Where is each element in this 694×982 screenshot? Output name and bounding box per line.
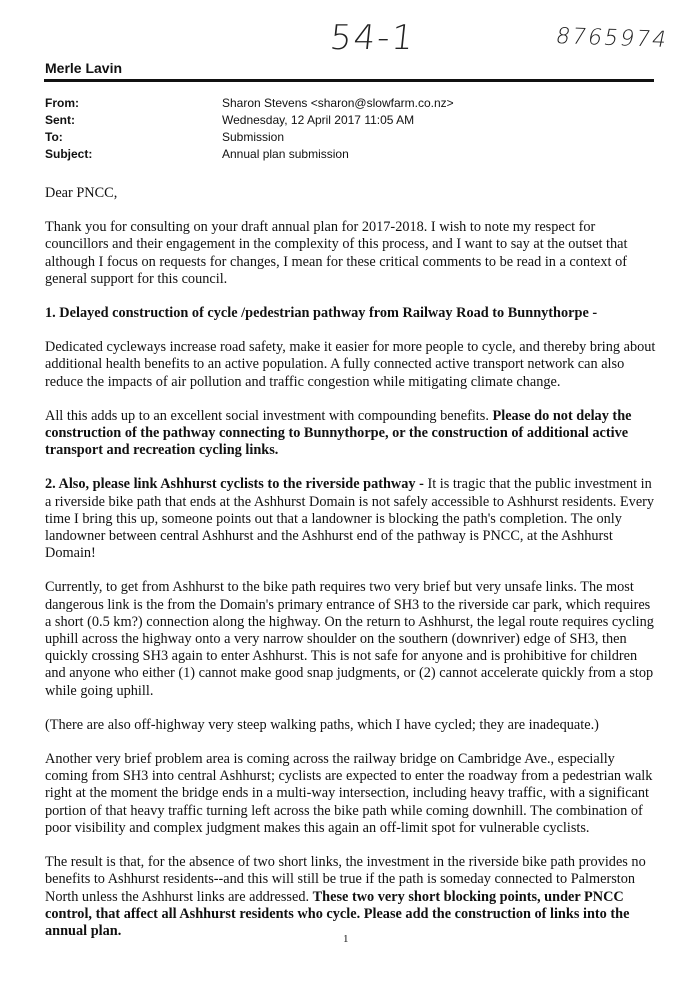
page-number: 1 <box>343 933 349 945</box>
subject-row <box>45 146 454 163</box>
letter-body <box>45 185 660 956</box>
email-header <box>45 95 454 163</box>
from-value: Sharon Stevens <sharon@slowfarm.co.nz> <box>222 96 454 110</box>
subject-value: Annual plan submission <box>222 147 349 161</box>
from-label: From: <box>45 96 79 110</box>
riverside-paragraph: 2. Also, please link Ashhurst cyclists to the riverside pathway - It is tragic that the public investment in a riverside bike path that ends at the Ashhurst Domain is not safely accessible to Ashhurst residents. Every time I bring this up, someone points out that a landowner is blocking the path's completion. The only landowner between central Ashhurst and the Ashhurst end of the pathway is PNCC, at the Ashhurst Domain! <box>45 476 655 562</box>
handwritten-annotation-left: 54-1 <box>327 18 418 58</box>
sent-value: Wednesday, 12 April 2017 11:05 AM <box>222 113 415 127</box>
result-paragraph: The result is that, for the absence of two short links, the investment in the riverside bike path provides no benefits to Ashhurst residents--and this will still be true if the path is someday connected to Palmerston North unless the Ashhurst links are addressed. These two very short blocking points, under PNCC control, that affect all Ashhurst residents who cycle. Please add the construction of links into the annual plan. <box>45 854 646 939</box>
salutation: Dear PNCC, <box>45 185 118 201</box>
to-row <box>45 129 454 146</box>
sender-name: Merle Lavin <box>45 60 123 76</box>
off-highway-paragraph: (There are also off-highway very steep walking paths, which I have cycled; they are inadequate.) <box>45 716 599 733</box>
to-label: To: <box>45 130 63 144</box>
section-heading-2: 2. Also, please link Ashhurst cyclists to the riverside pathway - <box>45 476 424 493</box>
currently-paragraph: Currently, to get from Ashhurst to the bike path requires two very brief but very unsafe links. The most dangerous link is the from the Domain's primary entrance of SH3 to the riverside car park, which requires a short (0.5 km?) connection along the highway. On the return to Ashhurst, the legal route requires cycling uphill across the highway onto a very narrow shoulder on the southern (downriver) edge of SH3, then quickly crossing SH3 again to enter Ashhurst. This is not safe for anyone and is prohibitive for children and anyone who either (1) cannot make good snap judgments, or (2) cannot accelerate quickly from a stop while going uphill. <box>45 579 654 699</box>
investment-paragraph: All this adds up to an excellent social investment with compounding benefits. Please do not delay the construction of the pathway connecting to Bunnythorpe, or the construction of additional active transport and recreation cycling links. <box>45 407 632 459</box>
result-request: These two very short blocking points, under PNCC control, that affect all Ashhurst residents who cycle. Please add the construction of links into the annual plan. <box>45 888 630 939</box>
investment-request: Please do not delay the construction of the pathway connecting to Bunnythorpe, or the construction of additional active transport and recreation cycling links. <box>45 407 632 459</box>
bridge-paragraph: Another very brief problem area is coming across the railway bridge on Cambridge Ave., especially coming from SH3 into central Ashhurst; cyclists are expected to enter the roadway from a pedestrian walk right at the moment the bridge ends in a multi-way intersection, including heavy traffic, with a significant portion of that heavy traffic turning left across the bike path while coming downhill. The combination of poor visibility and complex judgment makes this again an off-limit spot for vulnerable cyclists. <box>45 751 653 836</box>
cycleways-paragraph: Dedicated cycleways increase road safety, make it easier for more people to cycle, and thereby bring about additional health benefits to an active population. A fully connected active transport network can also reduce the impacts of air pollution and traffic congestion while mitigating climate change. <box>45 339 656 390</box>
sent-label: Sent: <box>45 113 75 127</box>
header-divider <box>44 79 654 82</box>
to-value: Submission <box>222 130 285 144</box>
intro-paragraph: Thank you for consulting on your draft annual plan for 2017-2018. I wish to note my respect for councillors and their engagement in the complexity of this process, and I want to say at the outset that although I focus on requests for changes, I mean for these critical comments to be read in a context of general support for this council. <box>45 219 628 287</box>
from-row <box>45 95 454 112</box>
subject-label: Subject: <box>45 147 93 161</box>
sent-row <box>45 112 454 129</box>
handwritten-annotation-right: 8765974 <box>553 24 671 53</box>
section-heading-1: 1. Delayed construction of cycle /pedestrian pathway from Railway Road to Bunnythorpe - <box>45 305 598 322</box>
